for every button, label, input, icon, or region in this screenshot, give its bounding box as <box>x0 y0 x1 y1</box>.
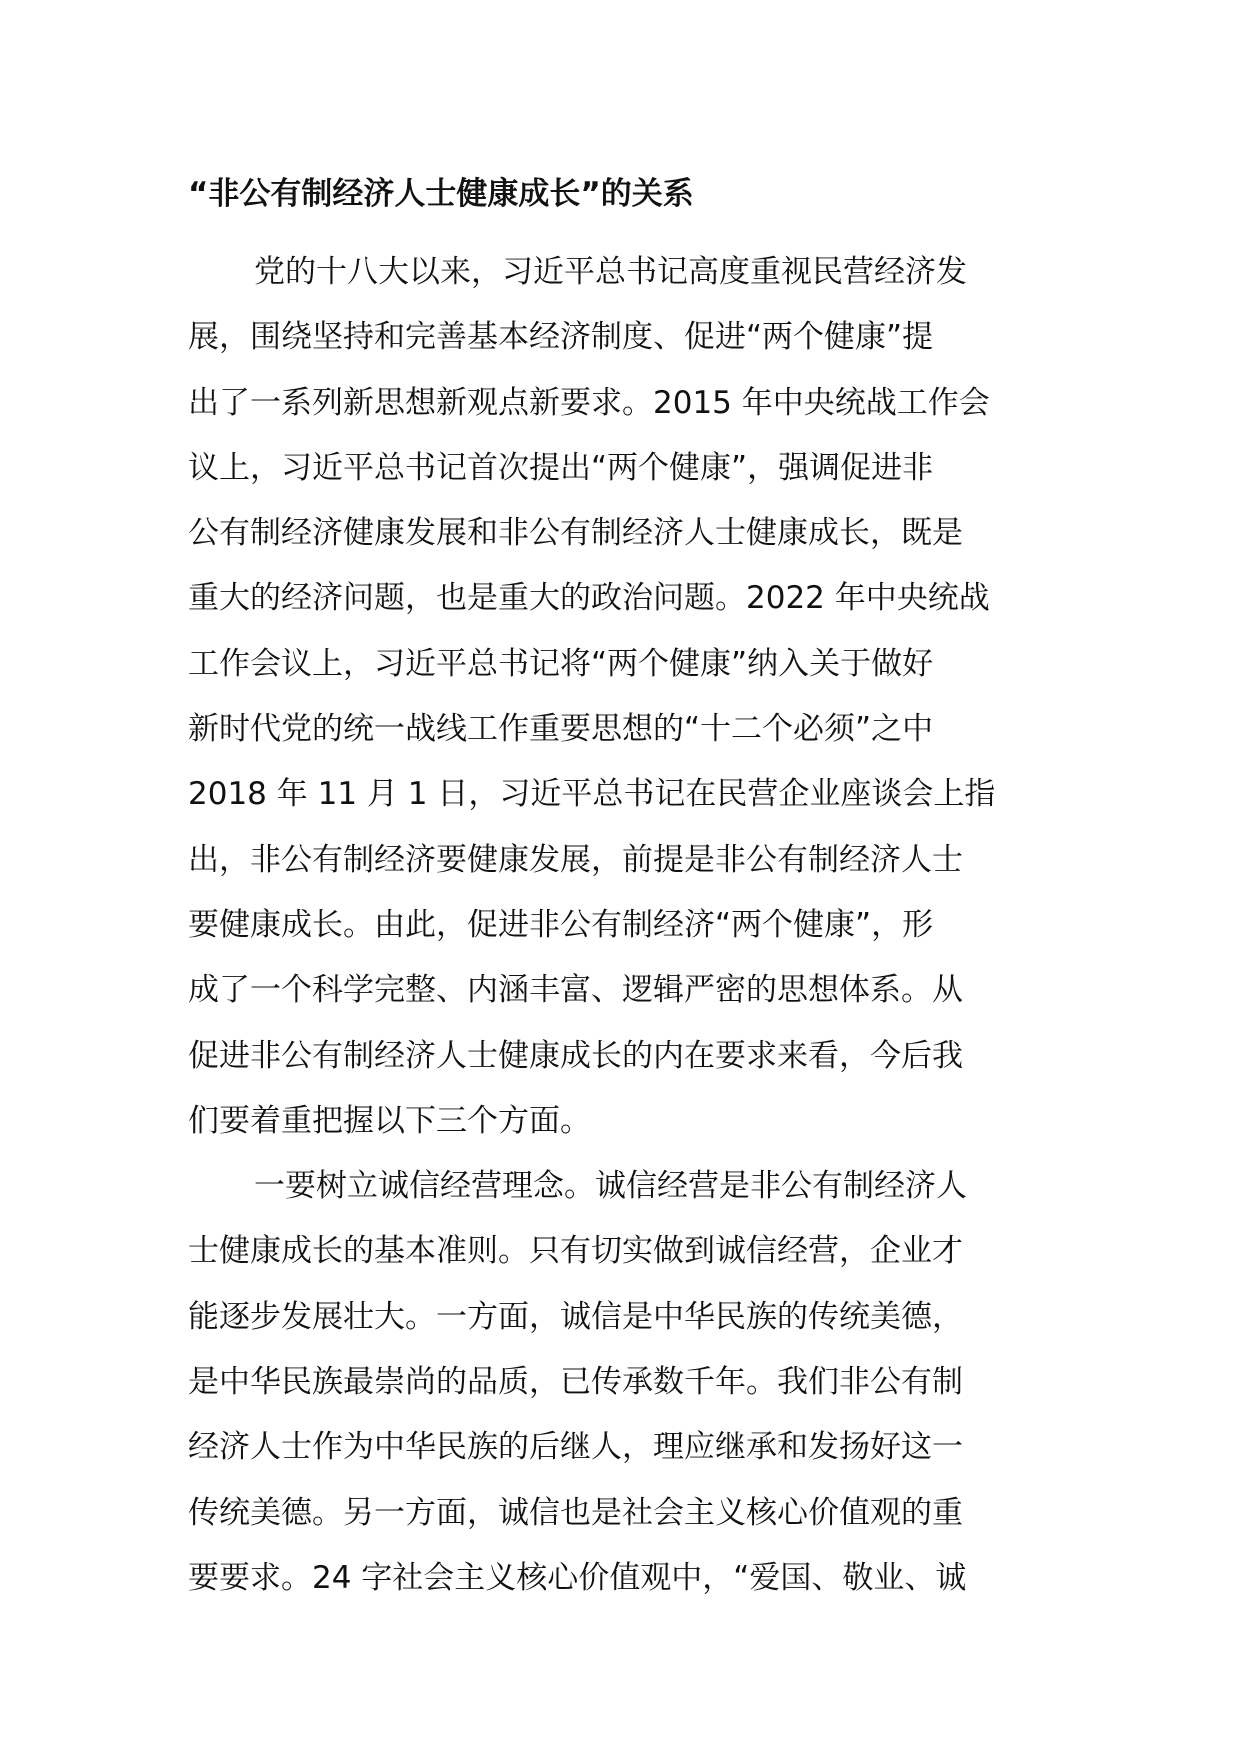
paragraph-2-line-2: 士健康成长的基本准则。只有切实做到诚信经营，企业才 <box>188 1233 963 1270</box>
paragraph-1-line-7: 工作会议上，习近平总书记将“两个健康”纳入关于做好 <box>188 645 934 682</box>
paragraph-2-line-3: 能逐步发展壮大。一方面，诚信是中华民族的传统美德， <box>188 1298 963 1335</box>
body-text <box>188 240 1056 1611</box>
paragraph-2-line-6: 传统美德。另一方面，诚信也是社会主义核心价值观的重 <box>188 1494 963 1531</box>
paragraph-1-line-5: 公有制经济健康发展和非公有制经济人士健康成长，既是 <box>188 515 963 552</box>
paragraph-1-line-8: 新时代党的统一战线工作重要思想的“十二个必须”之中 <box>188 711 934 748</box>
paragraph-1-line-12: 成了一个科学完整、内涵丰富、逻辑严密的思想体系。从 <box>188 972 963 1009</box>
paragraph-1-line-13: 促进非公有制经济人士健康成长的内在要求来看，今后我 <box>188 1037 963 1074</box>
paragraph-2-line-5: 经济人士作为中华民族的后继人，理应继承和发扬好这一 <box>188 1429 963 1466</box>
section-title: “非公有制经济人士健康成长”的关系 <box>188 176 694 212</box>
paragraph-1-line-11: 要健康成长。由此，促进非公有制经济“两个健康”，形 <box>188 906 934 943</box>
paragraph-1-line-1: 党的十八大以来，习近平总书记高度重视民营经济发 <box>254 254 967 290</box>
paragraph-1-line-4: 议上，习近平总书记首次提出“两个健康”，强调促进非 <box>188 449 934 486</box>
paragraph-1-line-10: 出，非公有制经济要健康发展，前提是非公有制经济人士 <box>188 841 963 878</box>
paragraph-1-line-6: 重大的经济问题，也是重大的政治问题。2022 年中央统战 <box>188 580 990 617</box>
paragraph-1-line-3: 出了一系列新思想新观点新要求。2015 年中央统战工作会 <box>188 384 990 421</box>
paragraph-2-line-7: 要要求。24 字社会主义核心价值观中，“爱国、敬业、诚 <box>188 1559 967 1596</box>
paragraph-2-line-4: 是中华民族最崇尚的品质，已传承数千年。我们非公有制 <box>188 1364 963 1401</box>
paragraph-1-line-2: 展，围绕坚持和完善基本经济制度、促进“两个健康”提 <box>188 319 934 356</box>
paragraph-2-line-1: 一要树立诚信经营理念。诚信经营是非公有制经济人 <box>254 1168 967 1205</box>
paragraph-1-line-14: 们要着重把握以下三个方面。 <box>188 1102 591 1139</box>
paragraph-1-line-9: 2018 年 11 月 1 日，习近平总书记在民营企业座谈会上指 <box>188 776 996 813</box>
